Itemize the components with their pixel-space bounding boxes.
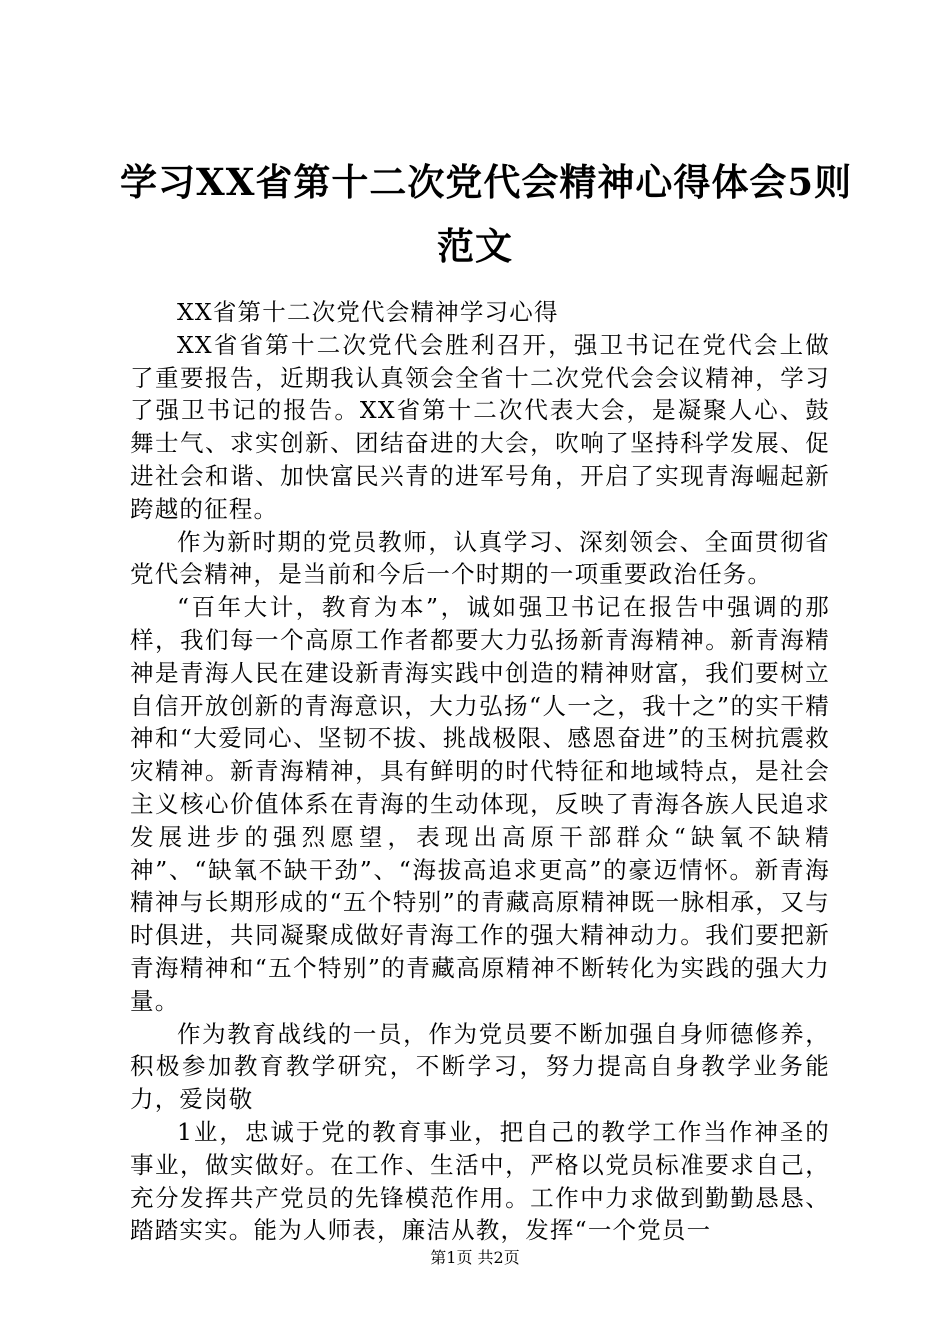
document-body: [130, 296, 830, 1247]
paragraph-3: “百年大计，教育为本”，诚如强卫书记在报告中强调的那样，我们每一个高原工作者都要大力弘扬新青海精神。新青海精神是青海人民在建设新青海实践中创造的精神财富，我们要树立自信开放创新的青海意识，大力弘扬“人一之，我十之”的实干精神和“大爱同心、坚韧不拔、挑战极限、感恩奋进”的玉树抗震救灾精神。新青海精神，具有鲜明的时代特征和地域特点，是社会主义核心价值体系在青海的生动体现，反映了青海各族人民追求发展进步的强烈愿望，表现出高原干部群众“缺氧不缺精神”、“缺氧不缺干劲”、“海拔高追求更高”的豪迈情怀。新青海精神与长期形成的“五个特别”的青藏高原精神既一脉相承，又与时俱进，共同凝聚成做好青海工作的强大精神动力。我们要把新青海精神和“五个特别”的青藏高原精神不断转化为实践的强大力量。: [130, 593, 830, 1015]
document-title-line-2: 范文: [437, 224, 513, 268]
paragraph-1: XX省省第十二次党代会胜利召开，强卫书记在党代会上做了重要报告，近期我认真领会全省十二次党代会会议精神，学习了强卫书记的报告。XX省第十二次代表大会，是凝聚人心、鼓舞士气、求实创新、团结奋进的大会，吹响了坚持科学发展、促进社会和谐、加快富民兴青的进军号角，开启了实现青海崛起新跨越的征程。: [130, 330, 830, 523]
paragraph-2: 作为新时期的党员教师，认真学习、深刻领会、全面贯彻省党代会精神，是当前和今后一个时期的一项重要政治任务。: [130, 527, 830, 589]
paragraph-subtitle: XX省第十二次党代会精神学习心得: [177, 298, 559, 326]
paragraph-4: 作为教育战线的一员，作为党员要不断加强自身师德修养，积极参加教育教学研究，不断学习，努力提高自身教学业务能力，爱岗敬: [130, 1019, 830, 1114]
document-title-line-1: 学习XX省第十二次党代会精神心得体会5则: [120, 160, 853, 204]
page-footer: 第1页 共2页: [430, 1248, 520, 1267]
paragraph-5: 1业，忠诚于党的教育事业，把自己的教学工作当作神圣的事业，做实做好。在工作、生活中，严格以党员标准要求自己，充分发挥共产党员的先锋模范作用。工作中力求做到勤勤恳恳、踏踏实实。能为人师表，廉洁从教，发挥“一个党员一: [130, 1117, 830, 1245]
